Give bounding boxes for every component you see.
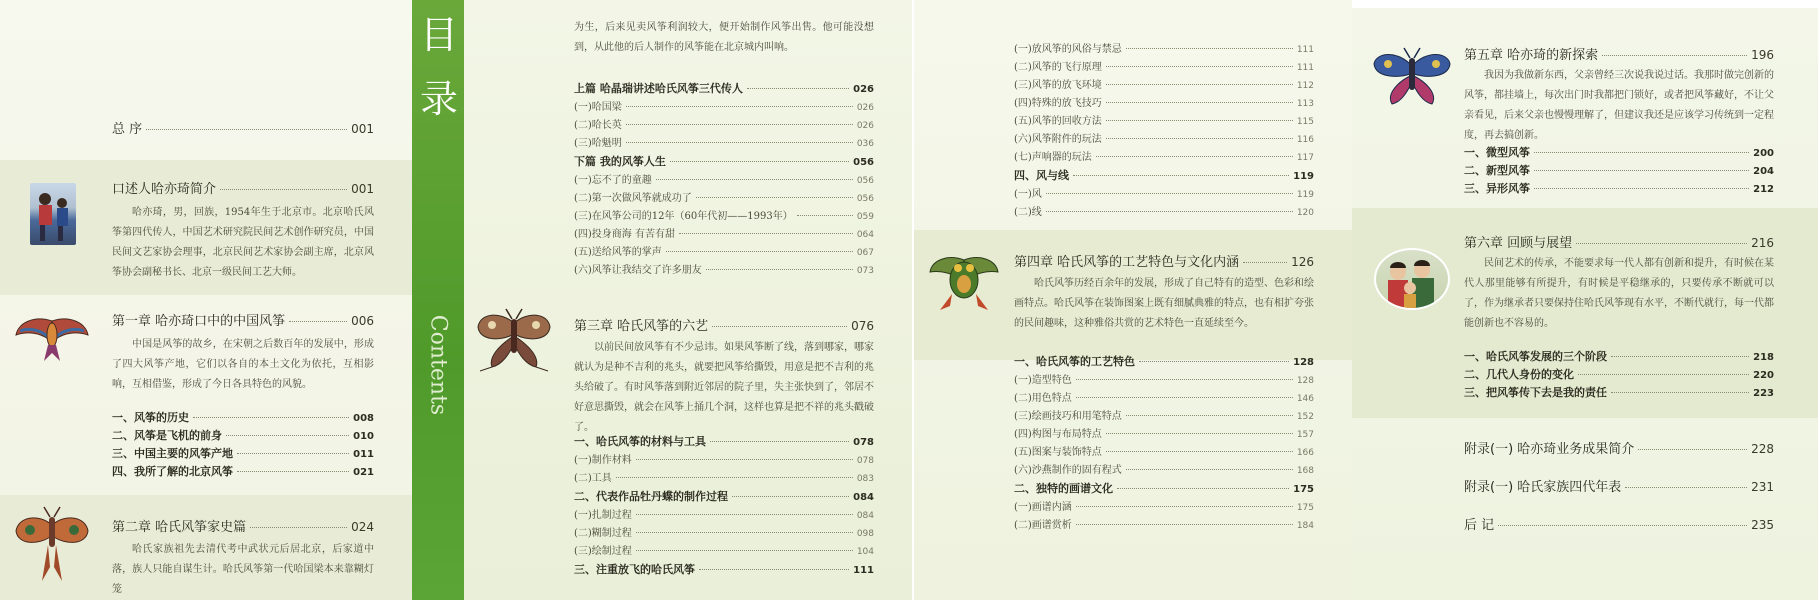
toc-entry-3-2-3[interactable]: (三)绘制过程 104 [574, 546, 874, 557]
toc-entry-4-2-1[interactable]: (一)画谱内涵 175 [1014, 502, 1314, 513]
chapter1-desc: 中国是风筝的故乡，在宋朝之后数百年的发展中，形成了四大风筝产地，它们以各自的本土文化为依托，互相影响，互相借鉴，形成了今日各具特色的风貌。 [112, 339, 374, 390]
toc-entry-part2-1[interactable]: (一)忘不了的童趣 056 [574, 175, 874, 186]
toc-entry-6-2[interactable]: 二、几代人身份的变化 220 [1464, 368, 1774, 381]
toc-entry-3-3-3[interactable]: (三)风筝的放飞环境 112 [1014, 80, 1314, 91]
author-photo [30, 183, 76, 245]
toc-entry-part1[interactable]: 上篇 哈晶瑞讲述哈氏风筝三代传人 026 [574, 82, 874, 95]
fourth-page-panel [1352, 8, 1818, 600]
toc-entry-3-1[interactable]: 一、哈氏风筝的材料与工具 078 [574, 435, 874, 448]
toc-entry-3-2-1[interactable]: (一)扎制过程 084 [574, 510, 874, 521]
toc-entry-3-3[interactable]: 三、注重放飞的哈氏风筝 111 [574, 563, 874, 576]
toc-entry-4-2-2[interactable]: (二)画谱赏析 184 [1014, 520, 1314, 531]
toc-entry-4-1-3[interactable]: (三)绘画技巧和用笔特点 152 [1014, 411, 1314, 422]
toc-entry-3-2[interactable]: 二、代表作品牡丹蝶的制作过程 084 [574, 490, 874, 503]
kite-moth-icon [474, 305, 554, 379]
toc-entry-4-1-2[interactable]: (二)用色特点 146 [1014, 393, 1314, 404]
toc-entry-part2-5[interactable]: (五)送给风筝的掌声 067 [574, 247, 874, 258]
toc-entry-3-3-6[interactable]: (六)风筝附件的玩法 116 [1014, 134, 1314, 145]
chapter4-desc: 哈氏风筝历经百余年的发展，形成了自己特有的造型、色彩和绘画特点。哈氏风筝在装饰图案上既有细腻典雅的特点，也有相扩夸张的民间趣味，这种雅俗共赏的艺术特色一直延续至今。 [1014, 278, 1314, 329]
toc-entry-part2-6[interactable]: (六)风筝让我结交了许多朋友 073 [574, 265, 874, 276]
toc-entry-5-2[interactable]: 二、新型风筝 204 [1464, 164, 1774, 177]
toc-page-second [464, 0, 912, 600]
toc-entry-appendix-2[interactable]: 附录(一) 哈氏家族四代年表 231 [1464, 480, 1774, 495]
toc-entry-3-1-1[interactable]: (一)制作材料 078 [574, 455, 874, 466]
toc-entry-1-4[interactable]: 四、我所了解的北京风筝 021 [112, 465, 374, 478]
chapter3-desc: 以前民间放风筝有不少忌讳。如果风筝断了线，落到哪家，哪家就认为是种不吉利的兆头，就要把风筝给撕毁，用意是把不吉利的兆头给破了。有时风筝落到附近邻居的院子里，失主张快到了，邻居不好意思撕毁，就会在风筝上捅几个洞，这样也算是把不祥的兆头戳破了。 [574, 342, 874, 433]
toc-entry-3-3-5[interactable]: (五)风筝的回收方法 115 [1014, 116, 1314, 127]
family-photo [1374, 248, 1450, 310]
chapter2-desc-cont: 为生，后来见卖风筝利润较大，便开始制作风筝出售。他可能没想到，从此他的后人制作的风筝能在北京城内叫响。 [574, 22, 874, 53]
author-bio: 哈亦琦，男，回族，1954年生于北京市。北京哈氏风筝第四代传人，中国艺术研究院民间艺术创作研究员，中国民间文艺家协会理事，北京民间艺术家协会副主席，北京风筝协会副秘书长、北京一级民间工艺大师。 [112, 207, 374, 278]
toc-entry-preface[interactable]: 总 序 001 [112, 122, 374, 137]
toc-entry-afterword[interactable]: 后 记 235 [1464, 518, 1774, 533]
toc-entry-4-1-6[interactable]: (六)沙燕制作的固有程式 168 [1014, 465, 1314, 476]
toc-entry-chapter1[interactable]: 第一章 哈亦琦口中的中国风筝 006 [112, 314, 374, 329]
toc-entry-5-3[interactable]: 三、异形风筝 212 [1464, 182, 1774, 195]
toc-entry-part1-1[interactable]: (一)哈国梁 026 [574, 102, 874, 113]
toc-entry-part2-2[interactable]: (二)第一次做风筝就成功了 056 [574, 193, 874, 204]
toc-spine-bar [412, 0, 464, 600]
toc-page-left [0, 0, 412, 600]
chapter2-desc: 哈氏家族祖先去清代考中武状元后居北京，后家道中落，族人只能自谋生计。哈氏风筝第一代哈国梁本来靠糊灯笼 [112, 544, 374, 595]
toc-entry-4-1-4[interactable]: (四)构图与布局特点 157 [1014, 429, 1314, 440]
toc-page-third [914, 0, 1352, 600]
toc-entry-3-4-2[interactable]: (二)线 120 [1014, 207, 1314, 218]
toc-entry-chapter5[interactable]: 第五章 哈亦琦的新探索 196 [1464, 48, 1774, 63]
kite-blue-butterfly-icon [1370, 44, 1454, 114]
title-char-mu: 目 [420, 13, 459, 57]
toc-entry-chapter4[interactable]: 第四章 哈氏风筝的工艺特色与文化内涵 126 [1014, 255, 1314, 270]
toc-entry-1-1[interactable]: 一、风筝的历史 008 [112, 411, 374, 424]
toc-entry-part1-2[interactable]: (二)哈长英 026 [574, 120, 874, 131]
toc-entry-3-4[interactable]: 四、风与线 119 [1014, 169, 1314, 182]
toc-entry-part2[interactable]: 下篇 我的风筝人生 056 [574, 155, 874, 168]
toc-entry-3-3-2[interactable]: (二)风筝的飞行原理 111 [1014, 62, 1314, 73]
toc-entry-author-intro[interactable]: 口述人哈亦琦简介 001 [112, 182, 374, 197]
toc-entry-part2-3[interactable]: (三)在风筝公司的12年（60年代初——1993年） 059 [574, 211, 874, 222]
chapter5-desc: 我因为我做新东西，父亲曾经三次说我说过话。我那时做完创新的风筝，都挂墙上，每次出门时我都把门锁好，或者把风筝藏好，不让父亲看见，后来父亲也慢慢理解了，但建议我还是应该学习传统到一定程度，再去搞创新。 [1464, 70, 1774, 141]
toc-entry-3-3-7[interactable]: (七)声响器的玩法 117 [1014, 152, 1314, 163]
toc-entry-3-2-2[interactable]: (二)糊制过程 098 [574, 528, 874, 539]
kite-swallow-icon [14, 313, 90, 367]
toc-entry-3-3-4[interactable]: (四)特殊的放飞技巧 113 [1014, 98, 1314, 109]
kite-frog-icon [926, 250, 1002, 320]
toc-entry-part2-4[interactable]: (四)投身商海 有苦有甜 064 [574, 229, 874, 240]
kite-butterfly-icon [14, 505, 90, 589]
toc-entry-appendix-1[interactable]: 附录(一) 哈亦琦业务成果简介 228 [1464, 442, 1774, 457]
contents-label: Contents [425, 314, 451, 416]
toc-entry-4-1-1[interactable]: (一)造型特色 128 [1014, 375, 1314, 386]
toc-entry-part1-3[interactable]: (三)哈魁明 036 [574, 138, 874, 149]
title-char-lu: 录 [420, 77, 459, 121]
toc-entry-6-1[interactable]: 一、哈氏风筝发展的三个阶段 218 [1464, 350, 1774, 363]
toc-page-fourth [1352, 0, 1818, 600]
toc-entry-6-3[interactable]: 三、把风筝传下去是我的责任 223 [1464, 386, 1774, 399]
toc-entry-3-3-1[interactable]: (一)放风筝的风俗与禁忌 111 [1014, 44, 1314, 55]
toc-entry-3-4-1[interactable]: (一)风 119 [1014, 189, 1314, 200]
toc-entry-1-2[interactable]: 二、风筝是飞机的前身 010 [112, 429, 374, 442]
toc-entry-chapter3[interactable]: 第三章 哈氏风筝的六艺 076 [574, 319, 874, 334]
toc-entry-4-2[interactable]: 二、独特的画谱文化 175 [1014, 482, 1314, 495]
chapter6-desc: 民间艺术的传承，不能要求每一代人都有创新和提升，有时候在某代人那里能够有所提升，有时候是平稳继承的，只要传承不断就可以了，作为继承者只要保持住哈氏风筝现有水平，不断代就行，每一代都能创新也不容易的。 [1464, 258, 1774, 329]
toc-entry-3-1-2[interactable]: (二)工具 083 [574, 473, 874, 484]
toc-entry-4-1-5[interactable]: (五)图案与装饰特点 166 [1014, 447, 1314, 458]
toc-entry-4-1[interactable]: 一、哈氏风筝的工艺特色 128 [1014, 355, 1314, 368]
toc-entry-chapter2[interactable]: 第二章 哈氏风筝家史篇 024 [112, 520, 374, 535]
toc-entry-5-1[interactable]: 一、微型风筝 200 [1464, 146, 1774, 159]
toc-entry-chapter6[interactable]: 第六章 回顾与展望 216 [1464, 236, 1774, 251]
toc-entry-1-3[interactable]: 三、中国主要的风筝产地 011 [112, 447, 374, 460]
